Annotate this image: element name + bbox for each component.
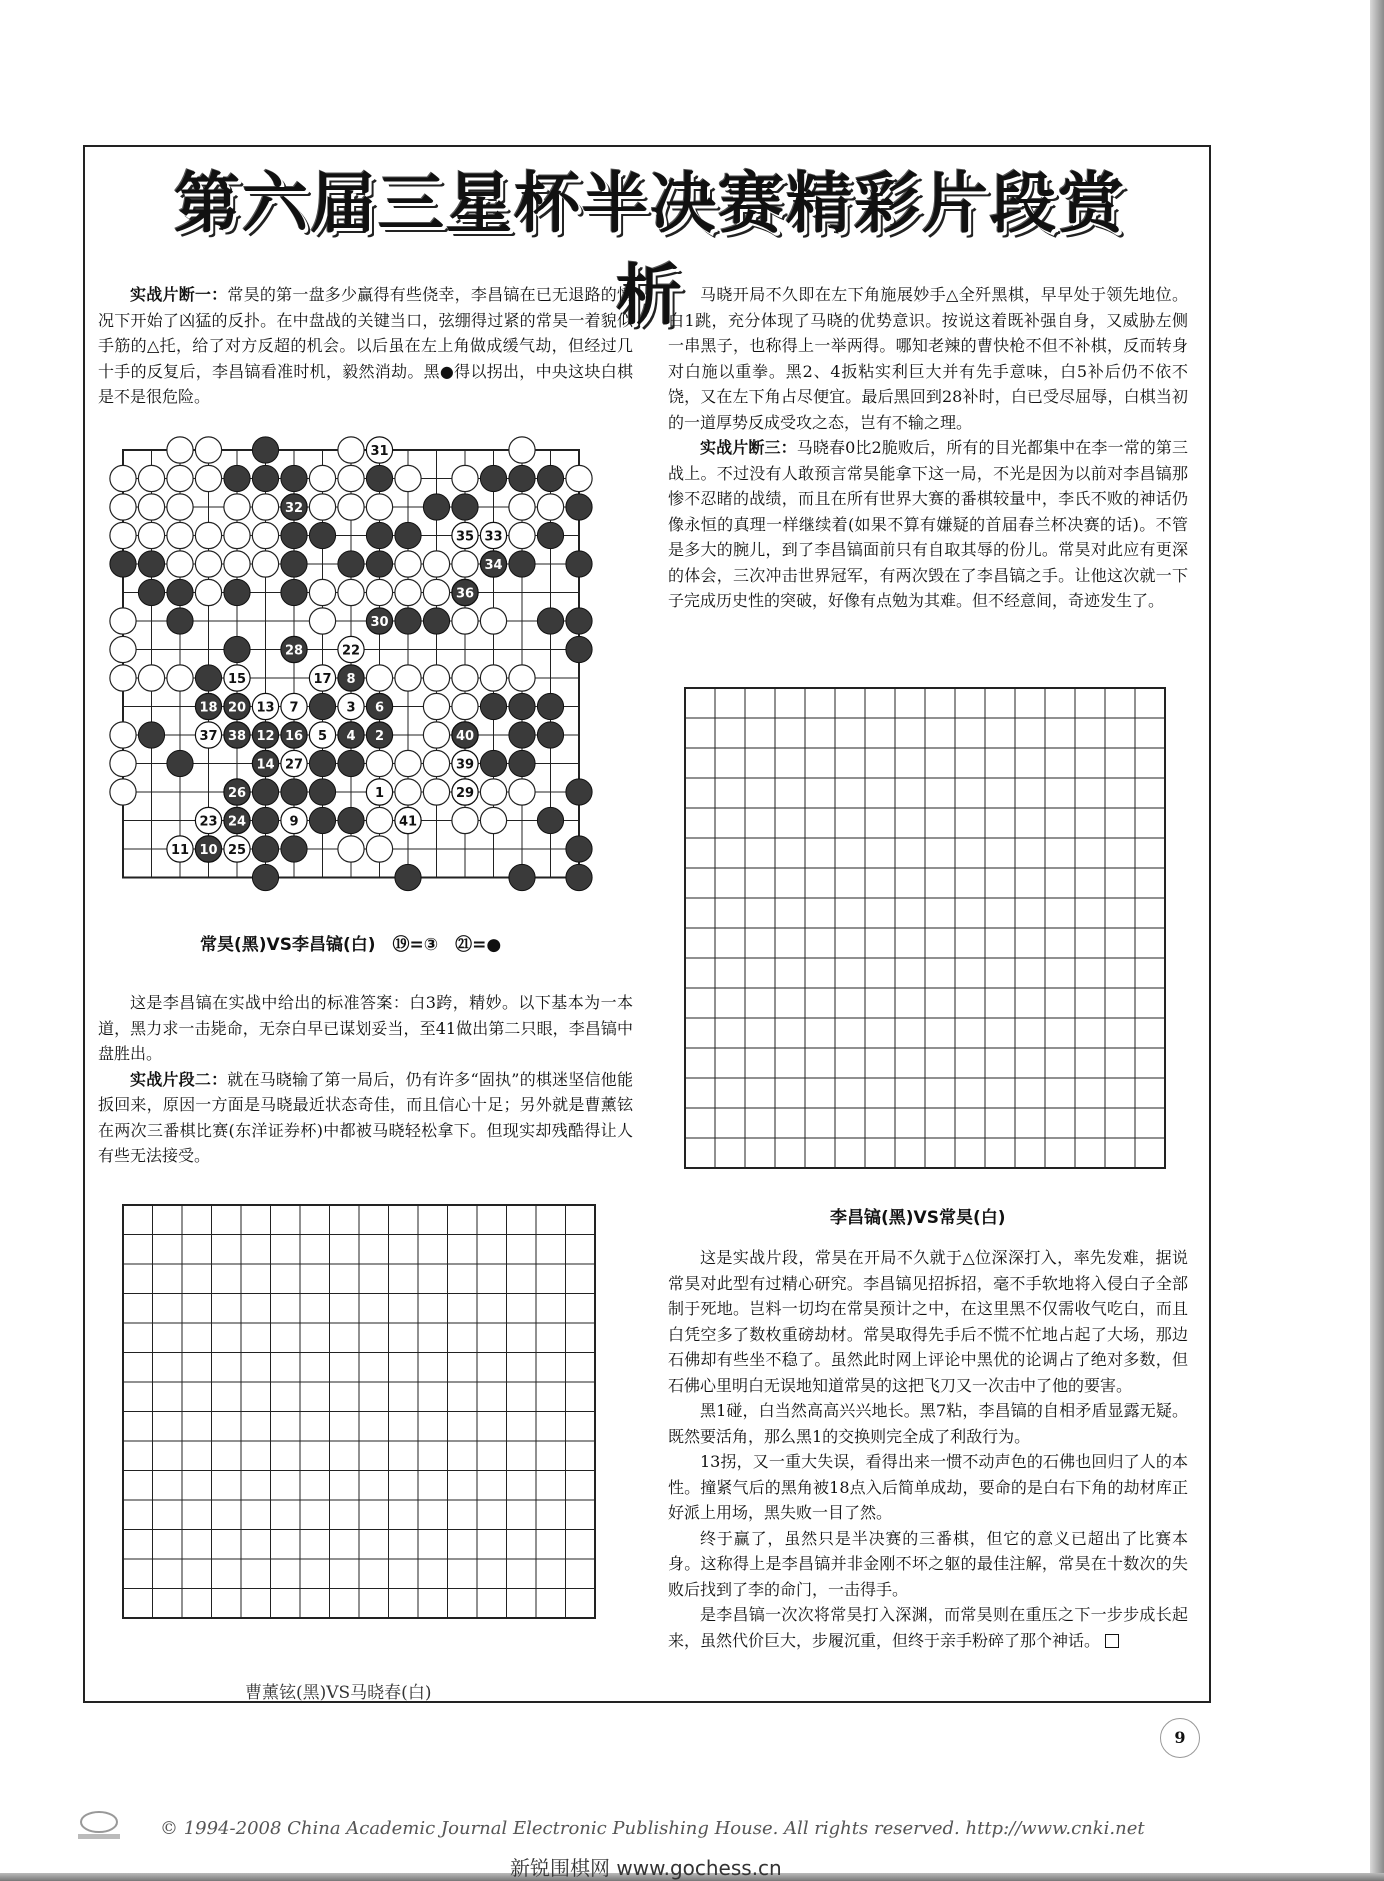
white-stone bbox=[452, 551, 478, 577]
white-stone bbox=[195, 579, 221, 605]
white-stone bbox=[566, 465, 592, 491]
black-stone bbox=[537, 608, 563, 634]
white-stone bbox=[309, 465, 335, 491]
black-stone bbox=[224, 636, 250, 662]
white-stone bbox=[366, 494, 392, 520]
move-number: 5 bbox=[317, 729, 328, 744]
paragraph-analysis-5: 是李昌镐一次次将常昊打入深渊，而常昊则在重压之下一步步成长起来，虽然代价巨大，步履沉重，但终于亲手粉碎了那个神话。 bbox=[668, 1605, 1188, 1650]
move-number: 20 bbox=[227, 700, 247, 716]
black-stone bbox=[509, 693, 535, 719]
move-number: 27 bbox=[284, 757, 304, 773]
black-stone bbox=[509, 465, 535, 491]
white-stone bbox=[167, 494, 193, 520]
left-column-text-1 bbox=[98, 282, 633, 410]
black-stone bbox=[537, 465, 563, 491]
black-stone bbox=[281, 579, 307, 605]
white-stone bbox=[366, 665, 392, 691]
black-stone bbox=[338, 807, 364, 833]
white-stone bbox=[110, 665, 136, 691]
section-body-1: 常昊的第一盘多少赢得有些侥幸，李昌镐在已无退路的情况下开始了凶猛的反扑。在中盘战的关键当口，弦绷得过紧的常昊一着貌似手筋的△托，给了对方反超的机会。以后虽在左上角做成缓气劫，但经过几十手的反复后，李昌镐看准时机，毅然消劫。黑●得以拐出，中央这块白棋是不是很危险。 bbox=[98, 285, 633, 406]
white-stone bbox=[395, 579, 421, 605]
move-number: 25 bbox=[227, 843, 247, 858]
white-stone bbox=[252, 522, 278, 548]
page-edge-right bbox=[1370, 0, 1384, 1881]
right-column-text-2 bbox=[668, 1245, 1188, 1653]
move-number: 7 bbox=[289, 700, 299, 716]
black-stone bbox=[252, 779, 278, 805]
white-stone bbox=[537, 494, 563, 520]
white-stone bbox=[366, 836, 392, 862]
white-stone bbox=[452, 665, 478, 691]
white-stone bbox=[366, 807, 392, 833]
go-board-2 bbox=[108, 1190, 608, 1670]
black-stone bbox=[509, 722, 535, 748]
black-stone bbox=[366, 551, 392, 577]
black-stone bbox=[566, 636, 592, 662]
black-stone bbox=[566, 779, 592, 805]
go-board-2-svg bbox=[108, 1190, 608, 1670]
cnki-logo-icon bbox=[70, 1808, 128, 1842]
paragraph-analysis-4: 终于赢了，虽然只是半决赛的三番棋，但它的意义已超出了比赛本身。这称得上是李昌镐并非金刚不坏之躯的最佳注解，常昊在十数次的失败后找到了李的命门，一击得手。 bbox=[668, 1528, 1188, 1599]
move-number: 39 bbox=[455, 757, 475, 773]
board-1-caption: 常昊(黑)VS李昌镐(白) ⑲=③ ㉑=● bbox=[200, 935, 502, 955]
move-number: 33 bbox=[484, 529, 503, 545]
move-number: 34 bbox=[484, 558, 503, 573]
white-stone bbox=[195, 465, 221, 491]
move-number: 14 bbox=[256, 757, 275, 773]
white-stone bbox=[509, 494, 535, 520]
white-stone bbox=[224, 522, 250, 548]
white-stone bbox=[395, 465, 421, 491]
white-stone bbox=[423, 551, 449, 577]
white-stone bbox=[167, 465, 193, 491]
go-board-3-svg bbox=[665, 670, 1185, 1190]
move-number: 8 bbox=[346, 672, 356, 687]
white-stone bbox=[423, 779, 449, 805]
black-stone bbox=[309, 779, 335, 805]
move-number: 30 bbox=[370, 615, 389, 630]
white-stone bbox=[110, 494, 136, 520]
black-stone bbox=[167, 579, 193, 605]
end-mark-icon bbox=[1105, 1634, 1119, 1648]
paragraph-analysis-1: 这是实战片段，常昊在开局不久就于△位深深打入，率先发难，据说常昊对此型有过精心研究。李昌镐见招拆招，毫不手软地将入侵白子全部制于死地。岂料一切均在常昊预计之中，在这里黑不仅需收气吃白，而且白凭空多了数枚重磅劫材。常昊取得先手后不慌不忙地占起了大场，那边石佛却有些坐不稳了。虽然此时网上评论中黑优的论调占了绝对多数，但石佛心里明白无误地知道常昊的这把飞刀又一次击中了他的要害。 bbox=[668, 1248, 1188, 1395]
white-stone bbox=[366, 579, 392, 605]
black-stone bbox=[480, 750, 506, 776]
white-stone bbox=[452, 465, 478, 491]
black-stone bbox=[566, 551, 592, 577]
white-stone bbox=[338, 836, 364, 862]
white-stone bbox=[110, 722, 136, 748]
white-stone bbox=[309, 608, 335, 634]
black-stone bbox=[224, 579, 250, 605]
white-stone bbox=[195, 551, 221, 577]
section-body-2: 就在马晓输了第一局后，仍有许多“固执”的棋迷坚信他能扳回来，原因一方面是马晓最近状态奇佳，而且信心十足；另外就是曹薰铉在两次三番棋比赛(东洋证券杯)中都被马晓轻松拿下。但现实却残酷得让人有些无法接受。 bbox=[98, 1069, 633, 1165]
white-stone bbox=[167, 665, 193, 691]
black-stone bbox=[338, 750, 364, 776]
move-number: 36 bbox=[455, 586, 475, 602]
white-stone bbox=[452, 608, 478, 634]
copyright-line: © 1994-2008 China Academic Journal Electronic Publishing House. All rights reserved. http://www.cnki.net bbox=[160, 1818, 1145, 1839]
black-stone bbox=[423, 494, 449, 520]
black-stone bbox=[195, 665, 221, 691]
black-stone bbox=[480, 465, 506, 491]
white-stone bbox=[423, 722, 449, 748]
black-stone bbox=[309, 750, 335, 776]
black-stone bbox=[252, 437, 278, 463]
white-stone bbox=[509, 665, 535, 691]
black-stone bbox=[138, 722, 164, 748]
move-number: 40 bbox=[455, 729, 475, 744]
white-stone bbox=[338, 494, 364, 520]
white-stone bbox=[480, 608, 506, 634]
white-stone bbox=[480, 665, 506, 691]
black-stone bbox=[537, 522, 563, 548]
white-stone bbox=[480, 807, 506, 833]
black-stone bbox=[566, 864, 592, 890]
white-stone bbox=[338, 465, 364, 491]
black-stone bbox=[366, 465, 392, 491]
move-number: 15 bbox=[227, 672, 247, 687]
black-stone bbox=[566, 836, 592, 862]
black-stone bbox=[138, 551, 164, 577]
move-number: 2 bbox=[374, 729, 385, 744]
move-number: 35 bbox=[455, 529, 475, 545]
move-number: 3 bbox=[346, 700, 356, 716]
white-stone bbox=[167, 437, 193, 463]
white-stone bbox=[252, 494, 278, 520]
black-stone bbox=[138, 579, 164, 605]
black-stone bbox=[281, 779, 307, 805]
white-stone bbox=[224, 494, 250, 520]
white-stone bbox=[480, 779, 506, 805]
white-stone bbox=[138, 522, 164, 548]
footer-site: 新锐围棋网 www.gochess.cn bbox=[510, 1856, 782, 1880]
white-stone bbox=[110, 465, 136, 491]
black-stone bbox=[423, 608, 449, 634]
left-column-text-2 bbox=[98, 990, 633, 1169]
paragraph-answer: 这是李昌镐在实战中给出的标准答案：白3跨，精妙。以下基本为一本道，黑力求一击毙命，无奈白早已谋划妥当，至41做出第二只眼，李昌镐中盘胜出。 bbox=[98, 993, 633, 1063]
white-stone bbox=[395, 779, 421, 805]
black-stone bbox=[509, 750, 535, 776]
white-stone bbox=[138, 494, 164, 520]
white-stone bbox=[423, 665, 449, 691]
black-stone bbox=[395, 608, 421, 634]
black-stone bbox=[509, 551, 535, 577]
white-stone bbox=[110, 750, 136, 776]
black-stone bbox=[509, 864, 535, 890]
board-3-caption: 李昌镐(黑)VS常昊(白) bbox=[830, 1208, 1006, 1228]
black-stone bbox=[566, 608, 592, 634]
black-stone bbox=[281, 551, 307, 577]
move-number: 23 bbox=[199, 814, 218, 830]
white-stone bbox=[395, 750, 421, 776]
section-head-1: 实战片断一： bbox=[130, 285, 228, 304]
paragraph-maxiao: 马晓开局不久即在左下角施展妙手△全歼黑棋，早早处于领先地位。白1跳，充分体现了马晓的优势意识。按说这着既补强自身，又威胁左侧一串黑子，也称得上一举两得。哪知老辣的曹快枪不但不补棋，反而转身对白施以重拳。黑2、4扳粘实利巨大并有先手意味，白5补后仍不依不饶，又在左下角占尽便宜。最后黑回到28补时，白已受尽屈辱，白棋当初的一道厚势反成受攻之态，岂有不输之理。 bbox=[668, 285, 1188, 432]
move-number: 37 bbox=[199, 729, 218, 744]
move-number: 12 bbox=[256, 729, 275, 744]
move-number: 32 bbox=[284, 501, 304, 516]
move-number: 28 bbox=[284, 643, 304, 659]
black-stone bbox=[252, 465, 278, 491]
move-number: 10 bbox=[199, 843, 218, 858]
paragraph-analysis-2: 黑1碰，白当然高高兴兴地长。黑7粘，李昌镐的自相矛盾显露无疑。既然要活角，那么黑1的交换则完全成了利敌行为。 bbox=[668, 1401, 1188, 1446]
section-head-2: 实战片段二： bbox=[130, 1069, 228, 1089]
section-body-3: 马晓春0比2脆败后，所有的目光都集中在李一常的第三战上。不过没有人敢预言常昊能拿下这一局，不光是因为以前对李昌镐那惨不忍睹的战绩，而且在所有世界大赛的番棋较量中，李氏不败的神话仍像永恒的真理一样继续着(如果不算有嫌疑的首届春兰杯决赛的话)。不管是多大的腕儿，到了李昌镐面前只有自取其辱的份儿。常昊对此应有更深的体会，三次冲击世界冠军，有两次毁在了李昌镐之手。让他这次就一下子完成历史性的突破，好像有点勉为其难。但不经意间，奇迹发生了。 bbox=[668, 438, 1188, 610]
white-stone bbox=[110, 608, 136, 634]
black-stone bbox=[309, 807, 335, 833]
go-board-3 bbox=[665, 670, 1185, 1190]
white-stone bbox=[110, 522, 136, 548]
white-stone bbox=[252, 551, 278, 577]
right-column-text-1 bbox=[668, 282, 1188, 614]
black-stone bbox=[252, 864, 278, 890]
board-2-caption: 曹薰铉(黑)VS马晓春(白) bbox=[245, 1683, 432, 1703]
black-stone bbox=[566, 494, 592, 520]
black-stone bbox=[395, 864, 421, 890]
black-stone bbox=[281, 465, 307, 491]
black-stone bbox=[252, 836, 278, 862]
move-number: 17 bbox=[313, 672, 332, 687]
black-stone bbox=[537, 807, 563, 833]
black-stone bbox=[281, 836, 307, 862]
move-number: 13 bbox=[256, 700, 275, 716]
paragraph-analysis-3: 13拐，又一重大失误，看得出来一惯不动声色的石佛也回归了人的本性。撞紧气后的黑角被18点入后简单成劫，要命的是白右下角的劫材库正好派上用场，黑失败一目了然。 bbox=[668, 1452, 1188, 1522]
black-stone bbox=[338, 551, 364, 577]
black-stone bbox=[366, 522, 392, 548]
black-stone bbox=[395, 522, 421, 548]
move-number: 22 bbox=[341, 643, 361, 659]
move-number: 29 bbox=[455, 786, 475, 801]
white-stone bbox=[195, 522, 221, 548]
move-number: 6 bbox=[374, 700, 385, 716]
white-stone bbox=[366, 750, 392, 776]
white-stone bbox=[110, 636, 136, 662]
black-stone bbox=[452, 494, 478, 520]
section-head-3: 实战片断三： bbox=[700, 438, 797, 457]
move-number: 9 bbox=[289, 814, 299, 830]
white-stone bbox=[138, 465, 164, 491]
white-stone bbox=[452, 693, 478, 719]
move-number: 4 bbox=[346, 729, 356, 744]
move-number: 18 bbox=[199, 700, 218, 716]
move-number: 41 bbox=[398, 814, 418, 830]
black-stone bbox=[224, 465, 250, 491]
black-stone bbox=[252, 807, 278, 833]
go-board-1 bbox=[108, 435, 608, 915]
move-number: 16 bbox=[284, 729, 304, 744]
black-stone bbox=[309, 522, 335, 548]
white-stone bbox=[395, 665, 421, 691]
white-stone bbox=[309, 579, 335, 605]
white-stone bbox=[423, 750, 449, 776]
white-stone bbox=[195, 437, 221, 463]
black-stone bbox=[537, 693, 563, 719]
black-stone bbox=[309, 693, 335, 719]
go-board-1-svg bbox=[108, 435, 608, 915]
move-number: 24 bbox=[227, 814, 247, 830]
white-stone bbox=[338, 437, 364, 463]
move-number: 26 bbox=[227, 786, 247, 801]
white-stone bbox=[509, 522, 535, 548]
white-stone bbox=[138, 665, 164, 691]
move-number: 1 bbox=[374, 786, 385, 801]
black-stone bbox=[167, 608, 193, 634]
move-number: 31 bbox=[370, 444, 389, 459]
page-number: 9 bbox=[1160, 1718, 1200, 1758]
white-stone bbox=[395, 551, 421, 577]
white-stone bbox=[309, 494, 335, 520]
white-stone bbox=[224, 551, 250, 577]
article-title: 第六届三星杯半决赛精彩片段赏析 bbox=[174, 165, 1126, 334]
move-number: 38 bbox=[227, 729, 247, 744]
white-stone bbox=[338, 579, 364, 605]
white-stone bbox=[167, 551, 193, 577]
black-stone bbox=[110, 551, 136, 577]
white-stone bbox=[509, 437, 535, 463]
black-stone bbox=[167, 750, 193, 776]
white-stone bbox=[423, 579, 449, 605]
white-stone bbox=[110, 779, 136, 805]
black-stone bbox=[537, 722, 563, 748]
black-stone bbox=[281, 522, 307, 548]
white-stone bbox=[167, 522, 193, 548]
black-stone bbox=[480, 693, 506, 719]
white-stone bbox=[509, 779, 535, 805]
move-number: 11 bbox=[170, 843, 190, 858]
white-stone bbox=[452, 807, 478, 833]
white-stone bbox=[423, 693, 449, 719]
